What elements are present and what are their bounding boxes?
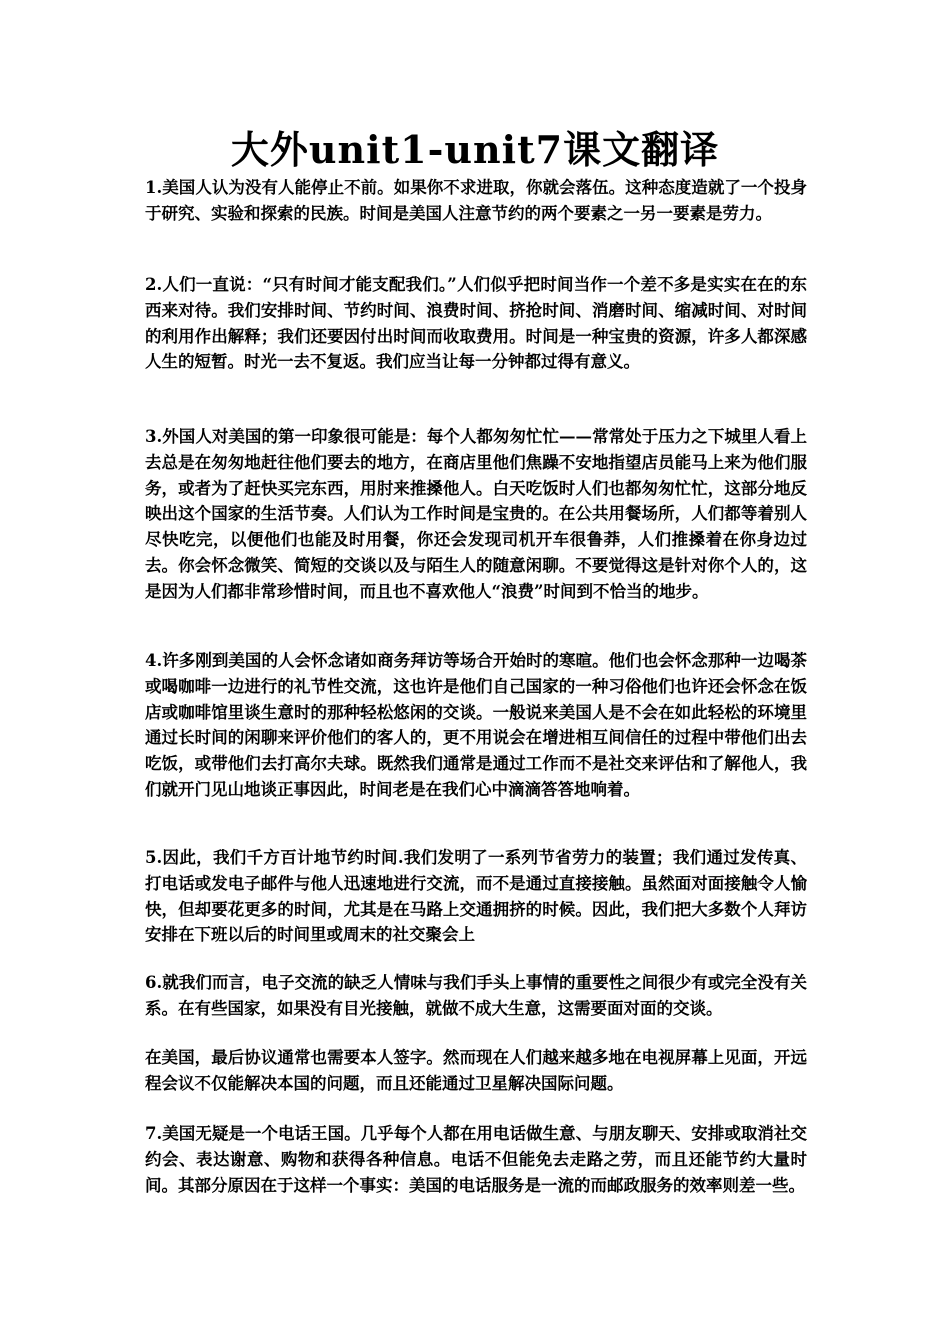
paragraph-7: 7.美国无疑是一个电话王国。几乎每个人都在用电话做生意、与朋友聊天、安排或取消社交约会、表达谢意、购物和获得各种信息。电话不但能免去走路之劳，而且还能节约大量时间。其部分原因在于这样一个事实：美国的电话服务是一流的而邮政服务的效率则差一些。 [145,1124,807,1195]
paragraph-2: 2.人们一直说：“只有时间才能支配我们。”人们似乎把时间当作一个差不多是实实在在的东西来对待。我们安排时间、节约时间、浪费时间、挤抢时间、消磨时间、缩减时间、对时间的利用作出解释；我们还要因付出时间而收取费用。时间是一种宝贵的资源，许多人都深感人生的短暂。时光一去不复返。我们应当让每一分钟都过得有意义。 [145,275,807,372]
paragraph-5: 5.因此，我们千方百计地节约时间.我们发明了一系列节省劳力的装置；我们通过发传真、打电话或发电子邮件与他人迅速地进行交流，而不是通过直接接触。虽然面对面接触令人愉快，但却要花更多的时间，尤其是在马路上交通拥挤的时候。因此，我们把大多数个人拜访安排在下班以后的时间里或周末的社交聚会上 [145,848,807,945]
paragraph-3: 3.外国人对美国的第一印象很可能是：每个人都匆匆忙忙——常常处于压力之下城里人看上去总是在匆匆地赶往他们要去的地方，在商店里他们焦躁不安地指望店员能马上来为他们服务，或者为了赶快买完东西，用肘来推搡他人。白天吃饭时人们也都匆匆忙忙，这部分地反映出这个国家的生活节奏。人们认为工作时间是宝贵的。在公共用餐场所，人们都等着别人尽快吃完，以便他们也能及时用餐，你还会发现司机开车很鲁莽，人们推搡着在你身边过去。你会怀念微笑、简短的交谈以及与陌生人的随意闲聊。不要觉得这是针对你个人的，这是因为人们都非常珍惜时间，而且也不喜欢他人“浪费”时间到不恰当的地步。 [145,427,807,601]
document-title: 大外unit1-unit7课文翻译 [230,127,720,172]
paragraph-6-continued: 在美国，最后协议通常也需要本人签字。然而现在人们越来越多地在电视屏幕上见面，开远程会议不仅能解决本国的问题，而且还能通过卫星解决国际问题。 [145,1048,807,1093]
paragraph-4: 4.许多刚到美国的人会怀念诸如商务拜访等场合开始时的寒暄。他们也会怀念那种一边喝茶或喝咖啡一边进行的礼节性交流，这也许是他们自己国家的一种习俗他们也许还会怀念在饭店或咖啡馆里谈生意时的那种轻松悠闲的交谈。一般说来美国人是不会在如此轻松的环境里通过长时间的闲聊来评价他们的客人的，更不用说会在增进相互间信任的过程中带他们出去吃饭，或带他们去打高尔夫球。既然我们通常是通过工作而不是社交来评估和了解他人，我们就开门见山地谈正事因此，时间老是在我们心中滴滴答答地响着。 [145,651,807,799]
paragraph-6: 6.就我们而言，电子交流的缺乏人情味与我们手头上事情的重要性之间很少有或完全没有关系。在有些国家，如果没有目光接触，就做不成大生意，这需要面对面的交谈。 [145,973,807,1018]
paragraph-1: 1.美国人认为没有人能停止不前。如果你不求进取，你就会落伍。这种态度造就了一个投身于研究、实验和探索的民族。时间是美国人注意节约的两个要素之一另一要素是劳力。 [145,178,807,223]
